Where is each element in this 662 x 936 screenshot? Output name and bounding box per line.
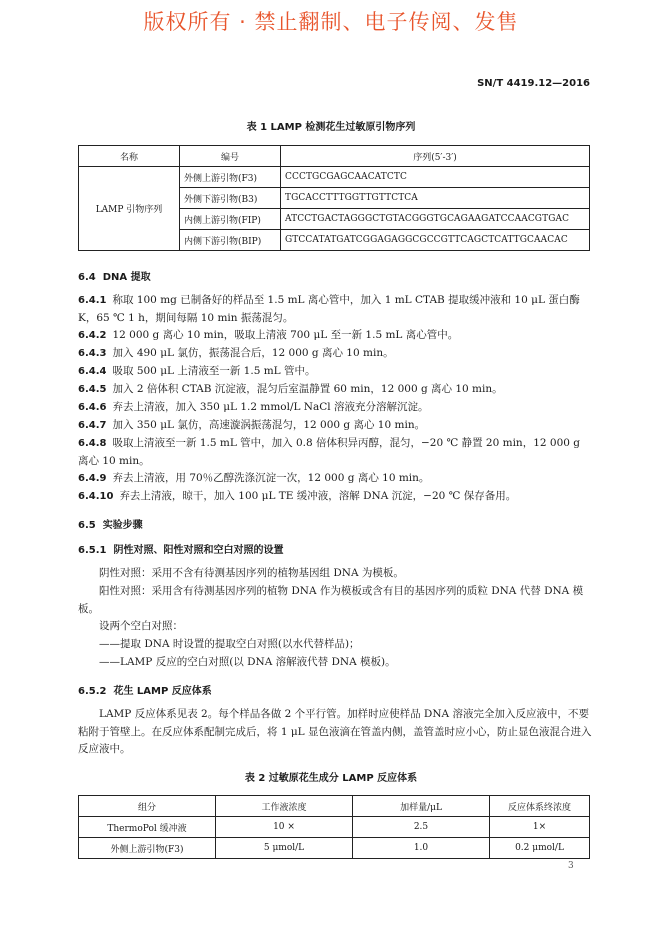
table-header: 加样量/μL bbox=[353, 796, 490, 817]
section-number: 6.5.2 bbox=[78, 686, 107, 697]
table-header: 名称 bbox=[79, 146, 180, 167]
paragraph-lamp-reaction: LAMP 反应体系见表 2。每个样品各做 2 个平行管。加样时应使样品 DNA 溶液完全加入反应液中，不要粘附于管壁上。在反应体系配制完成后，将 1 μL 显色液滴在管盖内侧，盖管盖时应小心，防止显色液混合进入反应液中。 bbox=[78, 708, 592, 755]
paragraph-positive-control: 阳性对照：采用含有待测基因序列的植物 DNA 作为模板或含有目的基因序列的质粒 DNA 代替 DNA 模板。 bbox=[78, 585, 584, 615]
paragraph-negative-control: 阴性对照：采用不含有待测基因序列的植物基因组 DNA 为模板。 bbox=[99, 567, 404, 579]
step-6-4-4 bbox=[78, 363, 592, 381]
primer-seq-cell: TGCACCTTTGGTTGTTCTCA bbox=[281, 188, 590, 209]
table-cell: 外侧上游引物(F3) bbox=[79, 838, 216, 859]
primer-id-cell: 内侧上游引物(FIP) bbox=[180, 209, 281, 230]
step-number: 6.4.5 bbox=[78, 384, 107, 395]
section-number: 6.5.1 bbox=[78, 545, 107, 556]
section-heading-6-5-2 bbox=[78, 682, 212, 697]
step-6-4-5 bbox=[78, 381, 592, 399]
step-text: 12 000 g 离心 10 min，吸取上清液 700 μL 至一新 1.5 mL 离心管中。 bbox=[112, 329, 459, 341]
table-cell: 2.5 bbox=[353, 817, 490, 838]
table-header-row bbox=[79, 796, 590, 817]
page-number: 3 bbox=[568, 861, 574, 871]
table-header: 编号 bbox=[180, 146, 281, 167]
group-name-cell: LAMP 引物序列 bbox=[79, 167, 180, 251]
step-number: 6.4.9 bbox=[78, 473, 107, 484]
table2-caption: 表 2 过敏原花生成分 LAMP 反应体系 bbox=[244, 773, 418, 784]
step-6-4-1 bbox=[78, 292, 592, 327]
step-number: 6.4.2 bbox=[78, 330, 107, 341]
table-header: 工作液浓度 bbox=[216, 796, 353, 817]
step-6-4-8 bbox=[78, 435, 592, 470]
table-cell: 1.0 bbox=[353, 838, 490, 859]
step-6-4-9 bbox=[78, 470, 592, 488]
primer-table bbox=[78, 145, 590, 251]
step-text: 加入 2 倍体积 CTAB 沉淀液，混匀后室温静置 60 min，12 000 g 离心 10 min。 bbox=[112, 383, 503, 395]
section-title: 阴性对照、阳性对照和空白对照的设置 bbox=[113, 545, 284, 556]
table-header: 序列(5′-3′) bbox=[281, 146, 590, 167]
watermark: 版权所有 · 禁止翻制、电子传阅、发售 bbox=[143, 10, 519, 34]
primer-seq-cell: GTCCATATGATCGGAGAGGCGCCGTTCAGCTCATTGCAACAC bbox=[281, 230, 590, 251]
step-6-4-6 bbox=[78, 399, 592, 417]
section-number: 6.5 bbox=[78, 520, 96, 531]
table-cell: 10 × bbox=[216, 817, 353, 838]
table-row bbox=[79, 838, 590, 859]
table-cell: 5 μmol/L bbox=[216, 838, 353, 859]
section-title: 实验步骤 bbox=[102, 520, 143, 531]
step-text: 加入 490 μL 氯仿，振荡混合后，12 000 g 离心 10 min。 bbox=[112, 347, 394, 359]
step-6-4-3 bbox=[78, 345, 592, 363]
paragraph-blank-controls: 设两个空白对照： bbox=[99, 620, 183, 632]
step-number: 6.4.7 bbox=[78, 420, 107, 431]
step-text: 加入 350 μL 氯仿，高速漩涡振荡混匀，12 000 g 离心 10 min。 bbox=[112, 419, 426, 431]
section-title: DNA 提取 bbox=[102, 272, 151, 283]
step-number: 6.4.1 bbox=[78, 295, 107, 306]
step-text: 称取 100 mg 已制备好的样品至 1.5 mL 离心管中，加入 1 mL CTAB 提取缓冲液和 10 μL 蛋白酶 K，65 ℃ 1 h，期间每隔 10 min 振荡混匀。 bbox=[78, 294, 580, 324]
step-number: 6.4.8 bbox=[78, 438, 107, 449]
section-heading-6-5-1 bbox=[78, 541, 283, 556]
step-6-4-2 bbox=[78, 327, 592, 345]
primer-id-cell: 外侧下游引物(B3) bbox=[180, 188, 281, 209]
step-text: 吸取 500 μL 上清液至一新 1.5 mL 管中。 bbox=[112, 365, 316, 377]
table-header: 组分 bbox=[79, 796, 216, 817]
table-header-row bbox=[79, 146, 590, 167]
table-row bbox=[79, 817, 590, 838]
step-text: 弃去上清液，晾干，加入 100 μL TE 缓冲液，溶解 DNA 沉淀，−20 ℃ 保存备用。 bbox=[119, 490, 517, 502]
reaction-table bbox=[78, 795, 590, 859]
table-row bbox=[79, 167, 590, 188]
table-header: 反应体系终浓度 bbox=[490, 796, 590, 817]
step-number: 6.4.10 bbox=[78, 491, 114, 502]
section-heading-6-4 bbox=[78, 268, 151, 283]
step-text: 弃去上清液，加入 350 μL 1.2 mmol/L NaCl 溶液充分溶解沉淀。 bbox=[112, 401, 429, 413]
primer-id-cell: 外侧上游引物(F3) bbox=[180, 167, 281, 188]
table1-caption: 表 1 LAMP 检测花生过敏原引物序列 bbox=[246, 122, 416, 133]
section-heading-6-5 bbox=[78, 516, 143, 531]
table-cell: 1× bbox=[490, 817, 590, 838]
primer-id-cell: 内侧下游引物(BIP) bbox=[180, 230, 281, 251]
step-number: 6.4.6 bbox=[78, 402, 107, 413]
primer-seq-cell: CCCTGCGAGCAACATCTC bbox=[281, 167, 590, 188]
table-cell: 0.2 μmol/L bbox=[490, 838, 590, 859]
step-number: 6.4.4 bbox=[78, 366, 107, 377]
step-number: 6.4.3 bbox=[78, 348, 107, 359]
step-text: 弃去上清液，用 70％乙醇洗涤沉淀一次，12 000 g 离心 10 min。 bbox=[112, 472, 430, 484]
step-text: 吸取上清液至一新 1.5 mL 管中，加入 0.8 倍体积异丙醇，混匀，−20 ℃ 静置 20 min，12 000 g 离心 10 min。 bbox=[78, 437, 580, 467]
step-6-4-7 bbox=[78, 417, 592, 435]
section-title: 花生 LAMP 反应体系 bbox=[113, 686, 212, 697]
step-6-4-10 bbox=[78, 488, 592, 506]
section-number: 6.4 bbox=[78, 272, 96, 283]
list-item: ——提取 DNA 时设置的提取空白对照(以水代替样品)； bbox=[99, 638, 360, 650]
standard-number: SN/T 4419.12—2016 bbox=[477, 78, 590, 89]
table-cell: ThermoPol 缓冲液 bbox=[79, 817, 216, 838]
list-item: ——LAMP 反应的空白对照(以 DNA 溶解液代替 DNA 模板)。 bbox=[99, 656, 396, 668]
primer-seq-cell: ATCCTGACTAGGGCTGTACGGGTGCAGAAGATCCAACGTGAC bbox=[281, 209, 590, 230]
